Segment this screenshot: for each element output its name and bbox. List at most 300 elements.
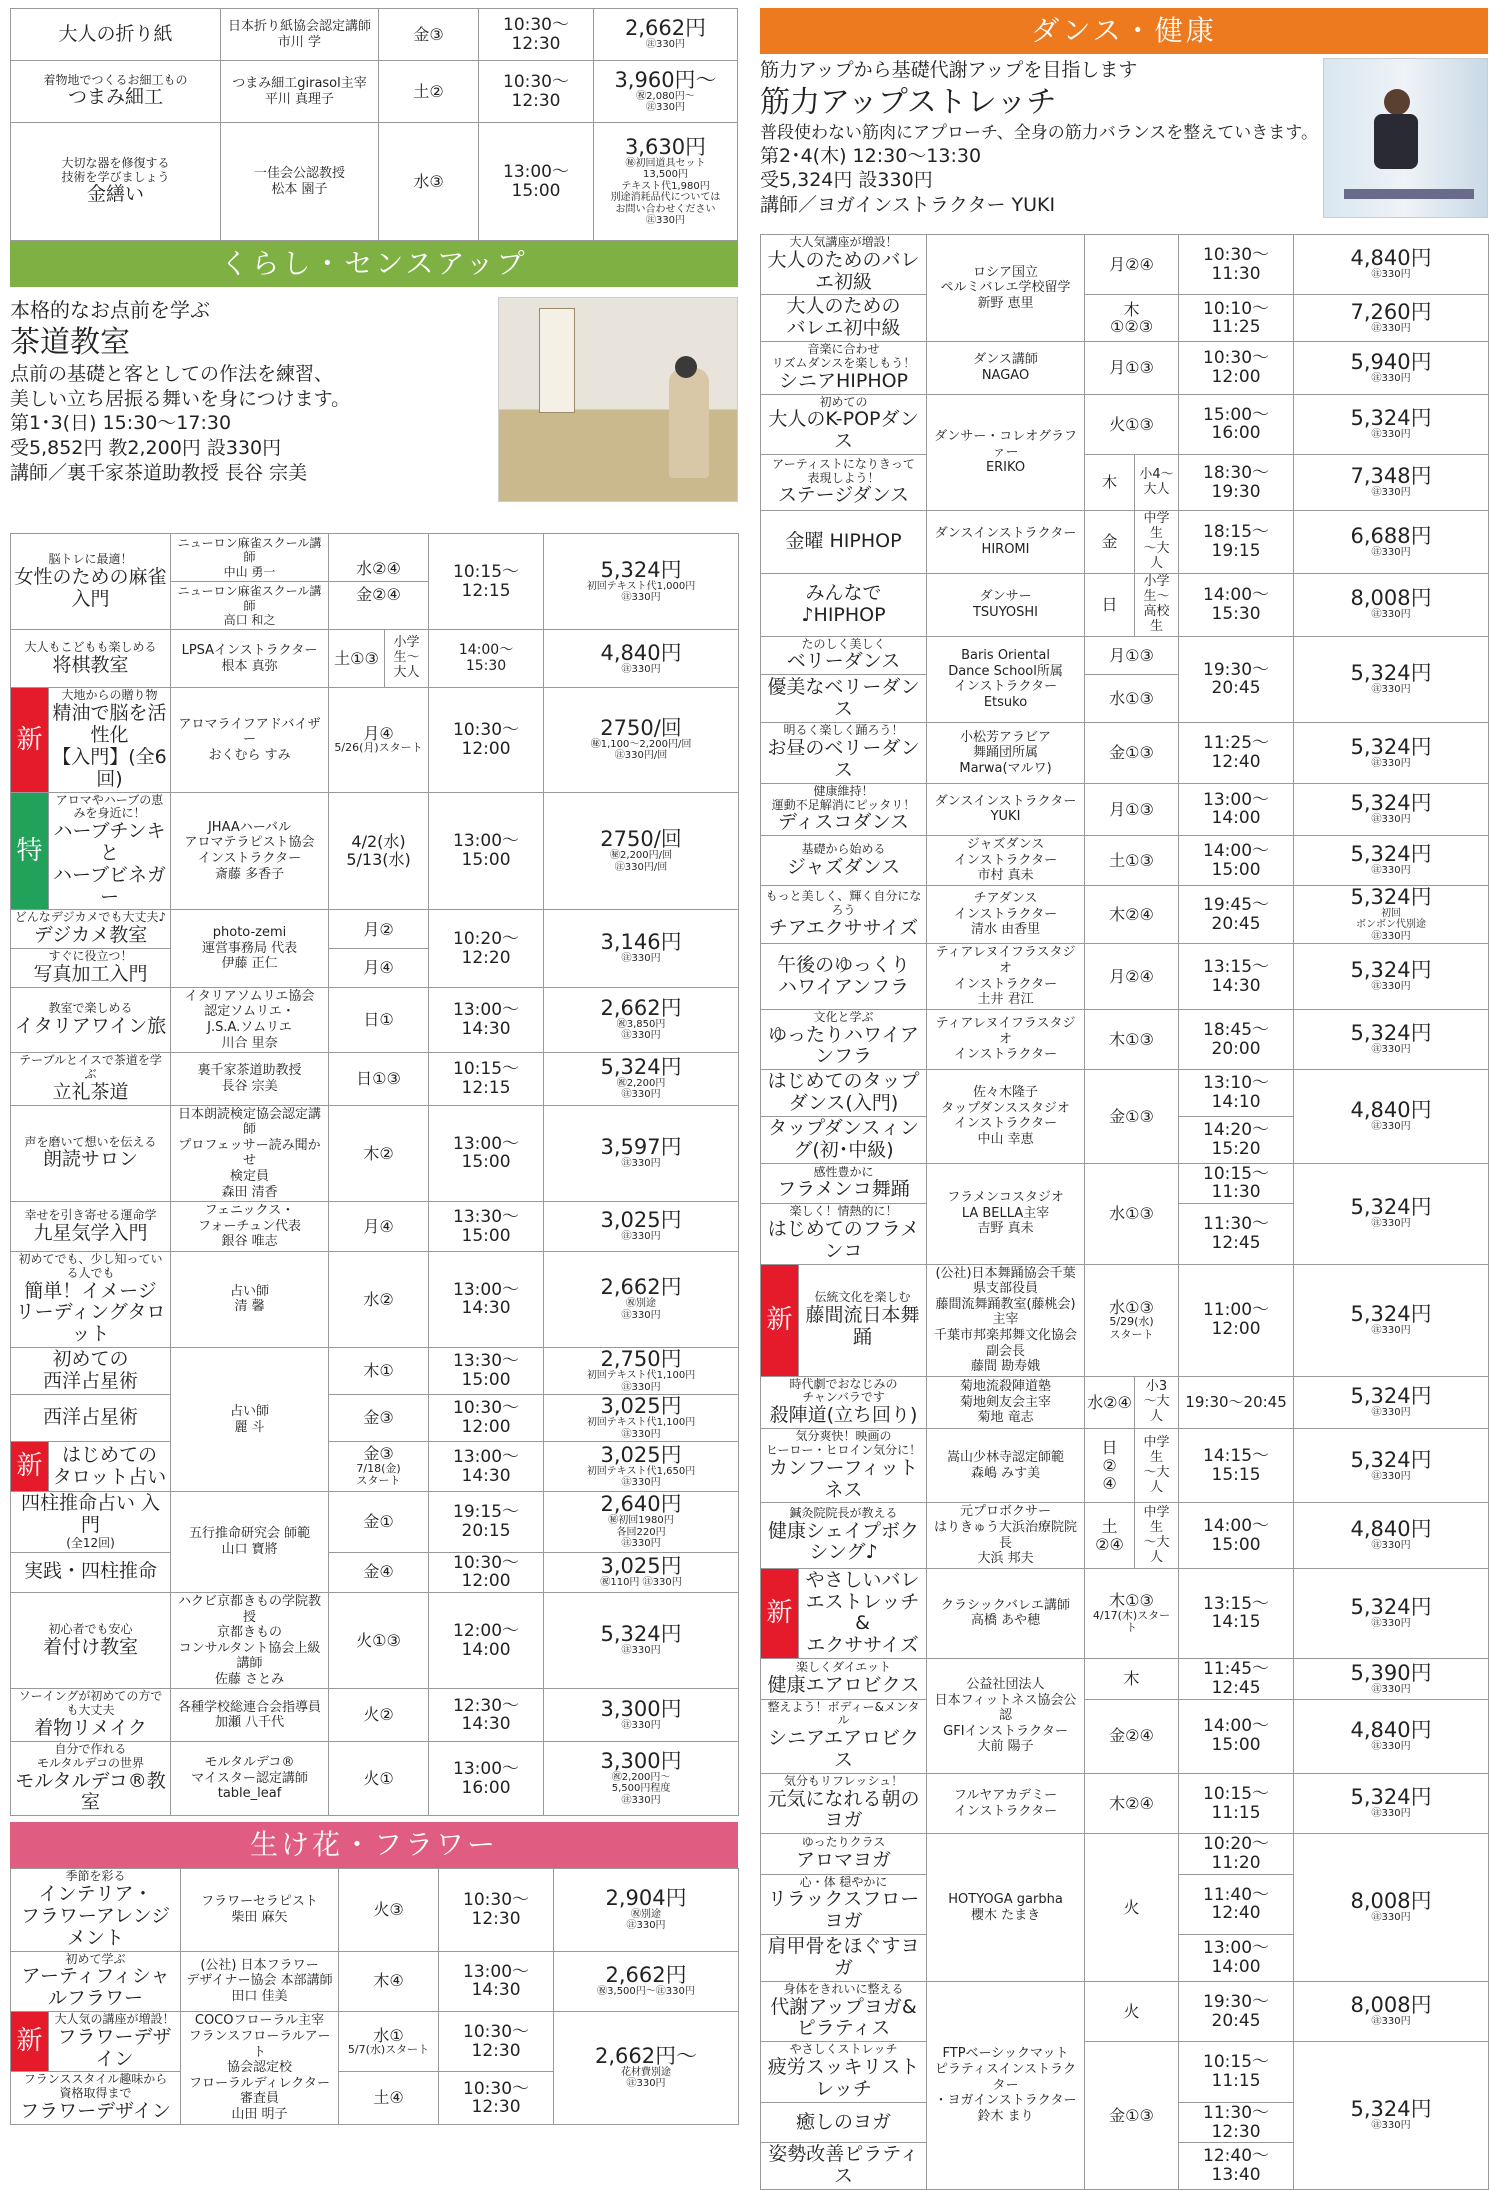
- day-cell: 日 ② ④: [1085, 1429, 1135, 1503]
- instructor-cell: フラワーセラピスト 柴田 麻矢: [181, 1869, 339, 1951]
- price: 2,904円: [605, 1885, 687, 1910]
- course-subtitle: アロマやハーブの恵みを身近に！: [55, 792, 164, 821]
- course-cell[interactable]: [761, 2042, 927, 2102]
- day-cell: [1085, 1163, 1179, 1264]
- time-cell: 14:00～15:00: [1179, 836, 1294, 886]
- course-cell[interactable]: [11, 123, 221, 241]
- course-title: はじめてのタップダンス(入門): [767, 1070, 920, 1115]
- course-cell[interactable]: [761, 783, 927, 835]
- table-row: [11, 987, 739, 1052]
- time-cell: 13:00～15:00: [429, 1105, 544, 1202]
- course-cell[interactable]: [761, 1503, 927, 1568]
- table-row: [11, 123, 738, 241]
- course-cell[interactable]: [11, 1552, 171, 1592]
- price: 5,324円: [1350, 1785, 1432, 1810]
- course-cell[interactable]: [49, 792, 171, 910]
- time-cell: 18:15～19:15: [1179, 511, 1294, 574]
- price-cell: [1294, 394, 1489, 454]
- day-cell: 土 ②④: [1085, 1503, 1135, 1568]
- course-title: ディスコダンス: [777, 811, 910, 834]
- price-note: ㊗別途 ㊟330円: [621, 1298, 661, 1321]
- course-title: ハーブチンキと ハーブビネガー: [52, 820, 167, 908]
- course-cell[interactable]: [11, 1869, 181, 1951]
- day-value: 金④: [363, 1562, 394, 1582]
- price-note: ㊟330円: [1371, 487, 1411, 499]
- time-cell: 11:25～12:40: [1179, 723, 1294, 783]
- price: 5,390円: [1350, 1660, 1432, 1685]
- course-cell[interactable]: [11, 987, 171, 1052]
- course-subtitle: 楽しくダイエット: [795, 1660, 892, 1675]
- instructor-cell: 菊地流殺陣道塾 菊地剣友会主宰 菊地 竜志: [927, 1376, 1085, 1428]
- price: 2,640円: [600, 1492, 682, 1517]
- price-cell: [544, 1492, 739, 1552]
- course-cell[interactable]: [11, 1592, 171, 1689]
- table-row: [11, 1348, 739, 1395]
- course-cell[interactable]: [11, 534, 171, 630]
- table-row: [761, 1981, 1489, 2041]
- time-cell: 10:20～11:20: [1179, 1834, 1294, 1874]
- price-cell: [554, 1951, 739, 2011]
- course-subtitle: 楽しく！情熱的に！: [789, 1204, 898, 1219]
- course-cell[interactable]: [761, 1376, 927, 1428]
- table-row: [11, 1053, 739, 1105]
- price-cell: [1294, 1659, 1489, 1699]
- price: 3,025円: [600, 1208, 682, 1233]
- day-cell: [339, 2072, 439, 2124]
- course-subtitle: 気分もリフレッシュ！: [783, 1773, 904, 1788]
- day-cell: [329, 1552, 429, 1592]
- table-row: [11, 630, 739, 688]
- day-cell: 金: [1085, 511, 1135, 574]
- course-cell[interactable]: [11, 1251, 171, 1347]
- day-cell: [1085, 342, 1179, 394]
- price: 8,008円: [1350, 586, 1432, 611]
- time-cell: 10:30～11:30: [1179, 235, 1294, 295]
- day-value: 木②④: [1109, 904, 1154, 924]
- course-cell[interactable]: [11, 1492, 171, 1552]
- price-note: 花材費別途 ㊟330円: [621, 2066, 672, 2090]
- course-cell[interactable]: [761, 1773, 927, 1833]
- course-subtitle: 大切な器を修復する 技術を学びましょう: [61, 155, 170, 184]
- price-cell: [1294, 1376, 1489, 1428]
- course-cell[interactable]: [761, 342, 927, 394]
- price-cell: [544, 1689, 739, 1741]
- price-cell: [544, 1251, 739, 1347]
- day-cell: [1085, 944, 1179, 1009]
- course-title: 実践・四柱推命: [24, 1560, 158, 1583]
- day-cell: [1085, 675, 1179, 723]
- table-row: [11, 1492, 739, 1552]
- instructor-cell: ハクビ京都きもの学院教授 京都きもの コンサルタント協会上級講師 佐藤 さとみ: [171, 1592, 329, 1689]
- price-cell: [554, 2012, 739, 2125]
- start-note: 5/7(水)スタート: [347, 2043, 430, 2057]
- day-value: 火: [1123, 1897, 1140, 1917]
- day-cell: [329, 949, 429, 988]
- price: 4,840円: [1350, 1098, 1432, 1123]
- course-title: お昼のベリーダンス: [767, 737, 920, 781]
- instructor-cell: (公社) 日本フラワー デザイナー協会 本部講師 田口 佳美: [181, 1951, 339, 2011]
- price-cell: [544, 1552, 739, 1592]
- price-cell: [594, 61, 738, 123]
- instructor-cell: フェニックス・ フォーチュン代表 銀谷 唯志: [171, 1202, 329, 1252]
- course-title: タップダンスィング(初･中級): [768, 1116, 919, 1161]
- course-subtitle: 基礎から始める: [801, 841, 886, 856]
- course-cell[interactable]: [761, 295, 927, 342]
- course-subtitle: 声を磨いて想いを伝える: [24, 1134, 157, 1149]
- day-value: 水①: [373, 2025, 404, 2045]
- day-cell: [329, 1442, 429, 1492]
- course-cell[interactable]: [799, 1568, 927, 1658]
- course-cell[interactable]: [761, 836, 927, 886]
- table-row: [761, 455, 1489, 511]
- course-title: チアエクササイズ: [768, 916, 919, 939]
- course-subtitle: 鍼灸院院長が教える: [789, 1505, 898, 1520]
- table-row: [761, 511, 1489, 574]
- price: 2750/回: [600, 715, 682, 740]
- price: 3,025円: [600, 1553, 682, 1578]
- course-cell[interactable]: [761, 723, 927, 783]
- course-title: 九星気学入門: [33, 1221, 148, 1244]
- feature-title: 筋力アップストレッチ: [760, 84, 1057, 120]
- course-note: (全12回): [66, 1535, 115, 1550]
- day-cell: [1085, 783, 1179, 835]
- course-cell[interactable]: [761, 394, 927, 454]
- table-row: [11, 61, 738, 123]
- time-cell: 19:15～20:15: [429, 1492, 544, 1552]
- table-row: [11, 2012, 739, 2072]
- course-cell[interactable]: [799, 1264, 927, 1376]
- course-title: 西洋占星術: [43, 1406, 139, 1429]
- day-value: 金①③: [1109, 1106, 1154, 1126]
- course-title: みんなで♪HIPHOP: [801, 581, 886, 626]
- table-row: [761, 342, 1489, 394]
- course-cell[interactable]: [49, 688, 171, 792]
- table-row: [761, 836, 1489, 886]
- instructor-cell: (公社)日本舞踊協会千葉県支部役員 藤間流舞踊教室(藤桃会)主宰 千葉市邦楽邦舞文化協会副会長 藤間 勘寿娥: [927, 1264, 1085, 1376]
- course-subtitle: 季節を彩る: [65, 1869, 126, 1884]
- price: 5,324円: [1350, 661, 1432, 686]
- course-cell[interactable]: [761, 1935, 927, 1982]
- kurashi-feature: [10, 287, 738, 527]
- instructor-cell: ダンサー TSUYOSHI: [927, 573, 1085, 636]
- ikebana-table: [10, 1868, 739, 2125]
- price-cell: [1294, 2042, 1489, 2190]
- price-note: ㊟330円: [1371, 372, 1411, 384]
- day-cell: [329, 1741, 429, 1815]
- price: 4,840円: [1350, 246, 1432, 271]
- price-note: ㊗2,200円～ 5,500円程度 ㊟330円: [611, 1771, 671, 1806]
- instructor-cell: 日本折り紙協会認定講師 市川 学: [221, 9, 379, 61]
- price-cell: [1294, 511, 1489, 574]
- price-note: ㊙1,100～2,200円/回 ㊟330円/回: [590, 738, 692, 762]
- price-cell: [1294, 723, 1489, 783]
- course-title: シニアHIPHOP: [778, 369, 909, 392]
- course-cell[interactable]: [761, 944, 927, 1009]
- time-cell: 10:30～12:00: [429, 1552, 544, 1592]
- time-cell: 10:15～12:15: [429, 534, 544, 630]
- price-note: ㊟330円: [1371, 429, 1411, 441]
- price-cell: [1294, 636, 1489, 723]
- price: 5,324円: [1350, 1447, 1432, 1472]
- day-value: 木 ①②③: [1110, 299, 1154, 337]
- start-note: 7/18(金) スタート: [356, 1461, 401, 1488]
- course-cell[interactable]: [761, 675, 927, 723]
- feature-title: 茶道教室: [10, 325, 130, 360]
- table-row: [761, 1834, 1489, 1874]
- instructor-cell: アロマライフアドバイザー おくむら すみ: [171, 688, 329, 792]
- course-cell[interactable]: [761, 1204, 927, 1264]
- course-cell[interactable]: [11, 2072, 181, 2124]
- course-title: 優美なベリーダンス: [767, 675, 920, 720]
- instructor-cell: ティアレヌイフラスタジオ インストラクター: [927, 1009, 1085, 1069]
- time-cell: 15:00～16:00: [1179, 394, 1294, 454]
- instructor-cell: クラシックバレエ講師 高橋 あや穂: [927, 1568, 1085, 1658]
- instructor-cell: 元プロボクサー はりきゅう大浜治療院院長 大浜 邦夫: [927, 1503, 1085, 1568]
- day-value: 火①③: [356, 1630, 401, 1650]
- start-note: 5/29(水) スタート: [1109, 1315, 1154, 1341]
- instructor-cell: フルヤアカデミー インストラクター: [927, 1773, 1085, 1833]
- course-cell[interactable]: [761, 1699, 927, 1773]
- time-cell: 13:30～15:00: [429, 1202, 544, 1252]
- time-cell: 14:20～15:20: [1179, 1116, 1294, 1163]
- instructor-cell: photo-zemi 運営事務局 代表 伊藤 正仁: [171, 910, 329, 987]
- course-cell[interactable]: [761, 1659, 927, 1699]
- course-cell[interactable]: [11, 1951, 181, 2011]
- day-value: 月④: [363, 1216, 394, 1236]
- course-cell[interactable]: [761, 2102, 927, 2142]
- price-note: ㊟330円: [645, 39, 686, 51]
- time-cell: 18:30～19:30: [1179, 455, 1294, 511]
- price-cell: [544, 1592, 739, 1689]
- course-cell[interactable]: [761, 235, 927, 295]
- time-cell: 11:40～12:40: [1179, 1874, 1294, 1934]
- time-cell: 19:30～20:45: [1179, 1981, 1294, 2041]
- day-value: 金①: [363, 1511, 394, 1531]
- price: 2750/回: [600, 827, 682, 851]
- time-cell: 14:00～15:00: [1179, 1503, 1294, 1568]
- course-title: つまみ細工: [67, 86, 163, 109]
- price-note: ㊟330円: [1371, 2120, 1411, 2132]
- price-note: ㊟330円: [1371, 2016, 1411, 2028]
- price-cell: [544, 534, 739, 630]
- course-title: 写真加工入門: [33, 962, 148, 985]
- course-cell[interactable]: [761, 1070, 927, 1117]
- course-subtitle: ソーイングが初めての方でも大丈夫: [18, 1689, 163, 1718]
- instructor-cell: JHAAハーバル アロマテラピスト協会 インストラクター 斎藤 多香子: [171, 792, 329, 910]
- feature-teacher: 講師／裏千家茶道助教授 長谷 宗美: [10, 461, 308, 484]
- day-cell: [339, 1951, 439, 2011]
- course-title: 健康シェイプボクシング♪: [767, 1519, 920, 1564]
- price-note: ㊟330円: [1371, 1683, 1411, 1695]
- course-cell[interactable]: [761, 1116, 927, 1163]
- table-row: [761, 1070, 1489, 1117]
- course-cell[interactable]: [761, 1874, 927, 1934]
- table-row: [761, 573, 1489, 636]
- instructor-cell: ダンス講師 NAGAO: [927, 342, 1085, 394]
- course-subtitle: 初めて学ぶ: [65, 1951, 126, 1966]
- course-title: アーティフィシャルフラワー: [21, 1965, 170, 2010]
- badge-icon: 新: [761, 1264, 799, 1376]
- course-title: はじめての タロット占い: [52, 1443, 167, 1488]
- price: 8,008円: [1350, 1889, 1432, 1914]
- price: 5,324円: [1350, 885, 1432, 909]
- course-cell[interactable]: [11, 1689, 171, 1741]
- price-note: ㊟330円: [1371, 1740, 1411, 1752]
- course-subtitle: 伝統文化を楽しむ: [814, 1290, 911, 1305]
- course-title: リラックスフローヨガ: [767, 1888, 920, 1933]
- price: 5,324円: [1350, 1021, 1432, 1046]
- day-value: 木①③: [1109, 1591, 1154, 1611]
- course-cell[interactable]: [761, 885, 927, 944]
- course-cell[interactable]: [761, 1429, 927, 1503]
- course-cell[interactable]: [11, 949, 171, 988]
- course-title: 立礼茶道: [52, 1080, 129, 1103]
- course-cell[interactable]: [11, 630, 171, 688]
- course-cell[interactable]: [49, 2012, 181, 2072]
- day-value: 金①③: [1109, 2105, 1154, 2125]
- course-cell[interactable]: [761, 511, 927, 574]
- table-row: [11, 1105, 739, 1202]
- course-cell[interactable]: [11, 1395, 171, 1442]
- course-subtitle: 明るく楽しく踊ろう！: [783, 723, 904, 738]
- day-value: 木①③: [1109, 1029, 1154, 1049]
- day-value: 月①③: [1109, 645, 1154, 665]
- time-cell: 13:00～14:30: [429, 987, 544, 1052]
- course-cell[interactable]: [11, 1741, 171, 1815]
- price-note: ㊟330円: [1371, 1121, 1411, 1133]
- instructor-cell: 小松芳アラビア 舞踊団所属 Marwa(マルワ): [927, 723, 1085, 783]
- course-subtitle: アーティストになりきって 表現しよう！: [772, 456, 915, 485]
- course-subtitle: 初めてでも、少し知っている人でも: [18, 1251, 163, 1280]
- course-cell[interactable]: [761, 1163, 927, 1203]
- instructor-cell: ダンサー・コレオグラファー ERIKO: [927, 394, 1085, 510]
- price-cell: [1294, 1568, 1489, 1658]
- day-value: 火: [1123, 2001, 1140, 2021]
- day-value: 水①③: [1109, 1297, 1154, 1317]
- instructor-cell: つまみ細工girasol主宰 平川 真理子: [221, 61, 379, 123]
- price: 2,662円～: [594, 2043, 698, 2068]
- course-cell[interactable]: [761, 1009, 927, 1069]
- price-note: ㊟330円: [621, 663, 661, 675]
- table-row: [11, 1202, 739, 1252]
- instructor-cell: ジャズダンス インストラクター 市村 真未: [927, 836, 1085, 886]
- course-subtitle: 整えよう！ボディー&メンタル: [767, 1699, 920, 1728]
- course-cell[interactable]: [11, 61, 221, 123]
- day-cell: [1085, 1773, 1179, 1833]
- day-value: 火③: [373, 1900, 404, 1920]
- course-title: 午後のゆっくり ハワイアンフラ: [777, 953, 910, 998]
- price: 8,008円: [1350, 1993, 1432, 2018]
- price: 5,940円: [1350, 349, 1432, 374]
- time-cell: 10:30～12:00: [429, 688, 544, 792]
- course-cell[interactable]: [11, 910, 171, 949]
- course-subtitle: どんなデジカメでも大丈夫♪: [14, 910, 167, 925]
- table-row: [11, 1592, 739, 1689]
- day-cell: [329, 1251, 429, 1347]
- instructor-cell: ティアレヌイフラスタジオ インストラクター 土井 君江: [927, 944, 1085, 1009]
- course-cell[interactable]: [49, 1442, 171, 1492]
- course-title: シニアエアロビクス: [767, 1727, 920, 1771]
- course-cell[interactable]: [761, 636, 927, 675]
- course-title: ステージダンス: [777, 484, 910, 507]
- course-cell[interactable]: [761, 573, 927, 636]
- day-cell: [1085, 1659, 1179, 1699]
- day-value: 金③: [363, 1408, 394, 1428]
- time-cell: 10:15～11:15: [1179, 2042, 1294, 2102]
- course-title: 疲労スッキリストレッチ: [767, 2056, 920, 2100]
- price: 2,662円: [600, 995, 682, 1020]
- day-value: 金①③: [1109, 743, 1154, 763]
- time-cell: 10:10～11:25: [1179, 295, 1294, 342]
- time-cell: 10:30～12:30: [479, 61, 594, 123]
- instructor-cell: FTPベーシックマット ピラティスインストラクター ・ヨガインストラクター 鈴木 まり: [927, 1981, 1085, 2189]
- course-cell[interactable]: [761, 455, 927, 511]
- day-cell: [339, 1869, 439, 1951]
- target-cell: 中学生 ～大人: [1135, 511, 1179, 574]
- time-cell: 14:00～15:30: [1179, 573, 1294, 636]
- price-note: ㊟330円: [1371, 814, 1411, 826]
- course-title: フラワーデザイン: [57, 2025, 172, 2070]
- time-cell: 12:00～14:00: [429, 1592, 544, 1689]
- feature-schedule: 第2･4(木) 12:30～13:30: [760, 144, 982, 167]
- course-subtitle: テーブルとイスで茶道を学ぶ: [19, 1053, 162, 1081]
- course-title: 精油で脳を活性化 【入門】(全6回): [52, 702, 167, 790]
- day-2: 金②④: [356, 585, 401, 605]
- course-cell[interactable]: [761, 2143, 927, 2190]
- time-cell: 13:15～14:30: [1179, 944, 1294, 1009]
- price: 5,324円: [600, 1054, 682, 1079]
- course-subtitle: 健康維持！ 運動不足解消にピッタリ！: [771, 783, 916, 812]
- table-row: [761, 1264, 1489, 1376]
- day-cell: [329, 792, 429, 910]
- course-cell[interactable]: [11, 1053, 171, 1105]
- day-cell: [329, 1105, 429, 1202]
- day-value: 火①: [363, 1768, 394, 1788]
- course-cell[interactable]: [11, 1202, 171, 1252]
- price: 2,750円: [600, 1347, 682, 1372]
- course-subtitle: もっと美しく、輝く自分になろう: [765, 888, 922, 917]
- course-cell[interactable]: [11, 1348, 171, 1395]
- price: 5,324円: [1350, 1195, 1432, 1220]
- feature-schedule: 第1･3(日) 15:30～17:30: [10, 412, 232, 435]
- feature-lead: 本格的なお点前を学ぶ: [10, 298, 210, 322]
- price-note: ㊟330円: [1371, 1407, 1411, 1419]
- time-cell: 10:30～12:30: [439, 2072, 554, 2124]
- course-title: 肩甲骨をほぐすヨガ: [767, 1935, 920, 1979]
- time-cell: 10:30～12:00: [429, 1395, 544, 1442]
- table-row: [761, 1163, 1489, 1203]
- price-note: 初回テキスト代1,650円 ㊟330円: [586, 1465, 696, 1489]
- course-subtitle: 時代劇でおなじみの チャンバラです: [789, 1376, 898, 1405]
- target-cell: 小3 ～大人: [1135, 1376, 1179, 1428]
- course-cell[interactable]: [761, 1981, 927, 2041]
- price: 4,840円: [1350, 1717, 1432, 1742]
- course-subtitle: 脳トレに最適！: [48, 551, 133, 566]
- price-cell: [1294, 1009, 1489, 1069]
- course-cell[interactable]: [11, 1105, 171, 1202]
- instructor-cell: LPSAインストラクター 根本 真弥: [171, 630, 329, 688]
- price-note: ㊟330円: [621, 953, 661, 965]
- table-row: [11, 688, 739, 792]
- day-value: 金③: [363, 1444, 394, 1464]
- day-cell: [1085, 295, 1179, 342]
- course-title: 簡単！イメージ リーディングタロット: [15, 1279, 166, 1346]
- price-cell: [544, 910, 739, 987]
- course-cell[interactable]: [11, 9, 221, 61]
- instructor-cell: Baris Oriental Dance School所属 インストラクター Etsuko: [927, 636, 1085, 723]
- course-cell[interactable]: [761, 1834, 927, 1874]
- day-value: 月②④: [1109, 966, 1154, 986]
